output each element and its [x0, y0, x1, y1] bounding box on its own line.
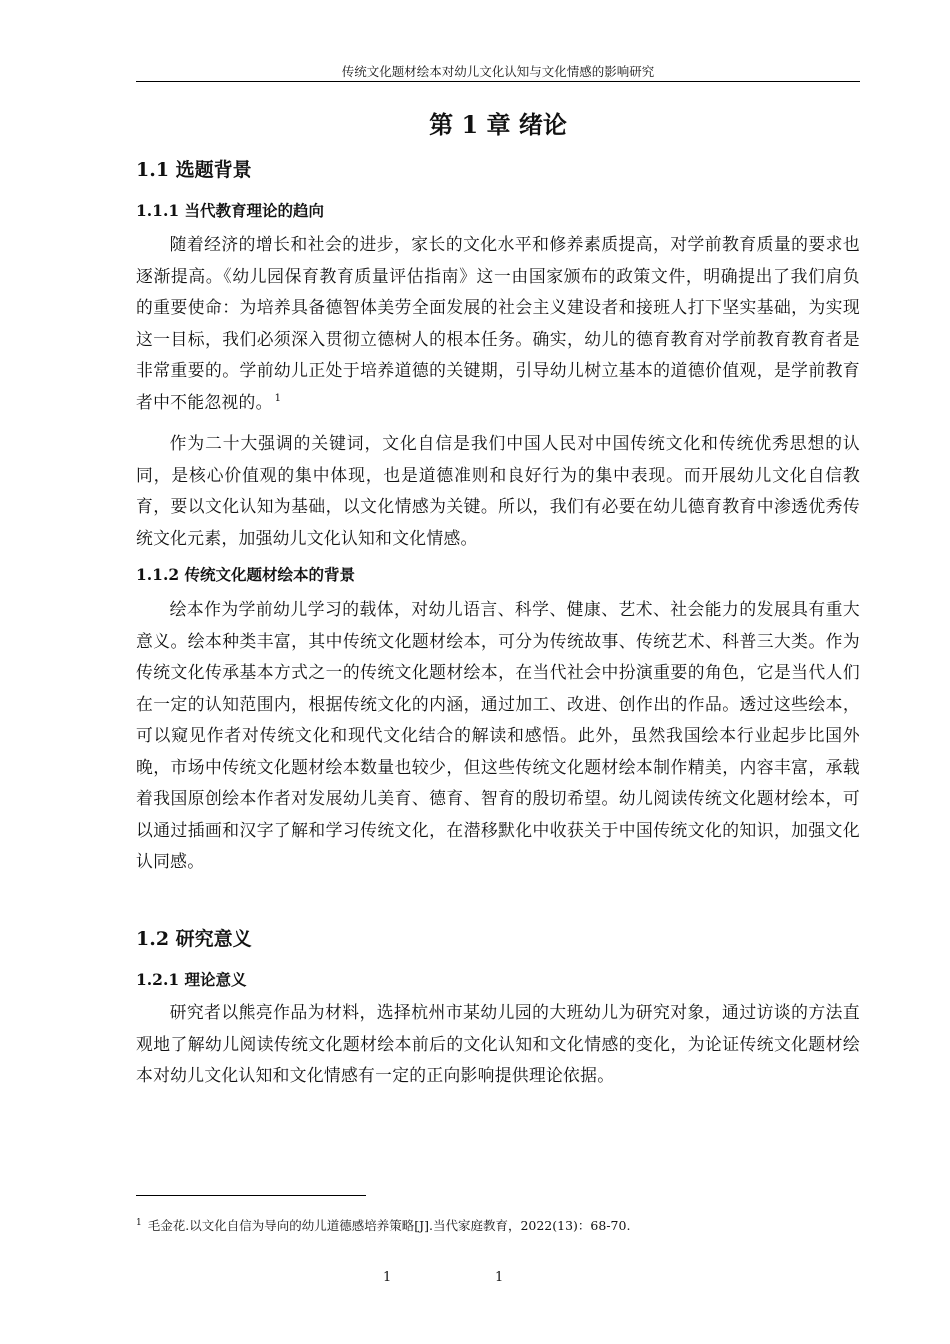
footnote-rule: [136, 1195, 366, 1196]
page-number-right: 1: [495, 1270, 504, 1285]
paragraph-1-1-1-a: [136, 229, 860, 418]
subsection-heading-1-2-1: 1.2.1 理论意义: [136, 970, 247, 989]
header-rule: [136, 81, 860, 82]
section-heading-1-1: 1.1 选题背景: [136, 159, 252, 181]
paragraph-1-2-1: 研究者以熊亮作品为材料，选择杭州市某幼儿园的大班幼儿为研究对象，通过访谈的方法直观地了解幼儿阅读传统文化题材绘本前后的文化认知和文化情感的变化，为论证传统文化题材绘本对幼儿文化认知和文化情感有一定的正向影响提供理论依据。: [136, 1002, 860, 1085]
chapter-title: 第 1 章 绪论: [429, 110, 567, 139]
subsection-heading-1-1-2: 1.1.2 传统文化题材绘本的背景: [136, 565, 356, 584]
running-header: 传统文化题材绘本对幼儿文化认知与文化情感的影响研究: [341, 64, 655, 79]
footnote-reference[interactable]: 1: [274, 392, 282, 404]
footnote-marker: 1: [136, 1218, 142, 1228]
footnote-text: 毛金花.以文化自信为导向的幼儿道德感培养策略[J].当代家庭教育，2022(13)：68-70.: [147, 1218, 631, 1234]
paragraph-1-1-2: 绘本作为学前幼儿学习的载体，对幼儿语言、科学、健康、艺术、社会能力的发展具有重大意义。绘本种类丰富，其中传统文化题材绘本，可分为传统故事、传统艺术、科普三大类。作为传统文化传承基本方式之一的传统文化题材绘本，在当代社会中扮演重要的角色，它是当代人们在一定的认知范围内，根据传统文化的内涵，通过加工、改进、创作出的作品。透过这些绘本，可以窥见作者对传统文化和现代文化结合的解读和感悟。此外，虽然我国绘本行业起步比国外晚，市场中传统文化题材绘本数量也较少，但这些传统文化题材绘本制作精美，内容丰富，承载着我国原创绘本作者对发展幼儿美育、德育、智育的殷切希望。幼儿阅读传统文化题材绘本，可以通过插画和汉字了解和学习传统文化，在潜移默化中收获关于中国传统文化的知识，加强文化认同感。: [136, 599, 860, 871]
paragraph-text: 随着经济的增长和社会的进步，家长的文化水平和修养素质提高，对学前教育质量的要求也逐渐提高。《幼儿园保育教育质量评估指南》这一由国家颁布的政策文件，明确提出了我们肩负的重要使命：为培养具备德智体美劳全面发展的社会主义建设者和接班人打下坚实基础，为实现这一目标，我们必须深入贯彻立德树人的根本任务。确实，幼儿的德育教育对学前教育教育者是非常重要的。学前幼儿正处于培养道德的关键期，引导幼儿树立基本的道德价值观，是学前教育者中不能忽视的。: [136, 234, 860, 412]
subsection-heading-1-1-1: 1.1.1 当代教育理论的趋向: [136, 201, 325, 220]
paragraph-1-1-1-b: 作为二十大强调的关键词，文化自信是我们中国人民对中国传统文化和传统优秀思想的认同，是核心价值观的集中体现，也是道德准则和良好行为的集中表现。而开展幼儿文化自信教育，要以文化认知为基础，以文化情感为关键。所以，我们有必要在幼儿德育教育中渗透优秀传统文化元素，加强幼儿文化认知和文化情感。: [136, 433, 860, 548]
section-heading-1-2: 1.2 研究意义: [136, 928, 252, 950]
footnote: [136, 1213, 860, 1236]
page-number-left: 1: [383, 1270, 392, 1285]
